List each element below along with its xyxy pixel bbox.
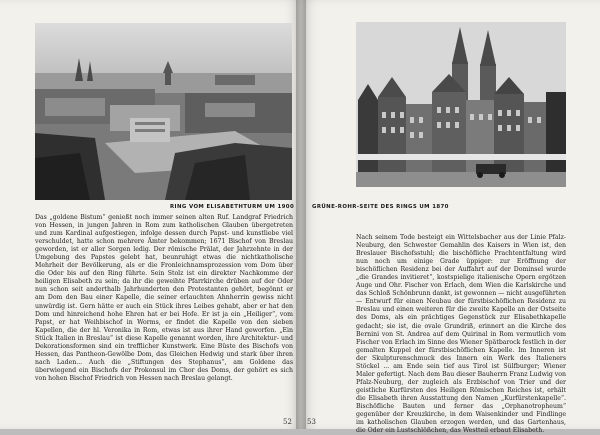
photo-ring-from-elisabeth-tower <box>35 23 292 200</box>
town-square-facades-illustration <box>356 22 566 187</box>
right-page-number: 53 <box>307 418 316 426</box>
right-photo-caption: GRÜNE-ROHR-SEITE DES RINGS UM 1870 <box>312 204 449 210</box>
right-page <box>301 0 600 435</box>
book-gutter <box>296 0 306 429</box>
left-paragraph: Das „goldene Bistum“ genießt noch immer seinen alten Ruf. Landgraf Friedrich von Hessen, in jungen Jahren in Rom zum katholischen Glauben übergetreten und zum Kardinal aufgestiegen, infolge dessen durch Papst- und kunstliebe viel verschuldet, hatte schon mehrere Ämter bekommen; 1671 Bischof von Breslau geworden, ist er aller Sorgen ledig. Der römische Prälat, der Jahrzehnte in der Umgebung des Papstes gelebt hat, beunruhigt etwas die nichtkatholische Mehrheit der Bevölkerung, als er die Fronleichnamsprozession vom Dom über die Oder bis auf den Ring führte. Sein Stolz ist ein direkter Nachkomme der heiligen Elisabeth zu sein; da ihr die geweihte Pfarrkirche drüben auf der Oder nun schon seit anderthalb Jahrhunderten den Protestanten gehört, begönnt er am Dom den Bau einer Kapelle, die seiner erlauchten Ahnherrin gewiss nicht unwürdig ist. Gern hätte er auch ein Stück ihres Leibes gehabt, aber er hat den Dom und hinreichend hohe Ehren hat er bei Hofe. Er ist ja ein „Heiliger“, vom Papst, er hat Weihbischof in Worms, er findet die Kapelle von den sieben Kapellen, die der hl. Veronika in Rom, etwas ist aus ihrer Hand geworfen. „Ein Stück Italien in Breslau“ ist diese Kapelle genannt worden, ihre Architektur- und Dekorationsformen sind ein trefflicher Kunstwerk. Eine Büste des Bischofs von Hessen, das Pantheon-Gewölbe Dom, das Gleichen Hedwig und stark über ihren nach Laden... Auch die „Stiftungen des Stephanus“, am Goldene das überwiegend ein Bischofs der Prokonsul im Chor des Doms, der gehört es sich von hohen Bischof Friedrich von Hessen nach Breslau gelangt. <box>35 214 293 382</box>
left-page-number: 52 <box>283 418 292 426</box>
left-page <box>0 0 301 429</box>
right-paragraph: Nach seinem Tode besteigt ein Wittelsbacher aus der Linie Pfalz-Neuburg, den Schwester Gemahlin des Kaisers in Wien ist, den Breslauer Bischofsstuhl; die bischöfliche Prachtentfaltung wird nun noch um einige Grade üppiger: zur Eröffnung der bischöflichen Residenz bei der Auffahrt auf der Dominsel wurde „die Grandes invitieret“, kostspielige italienische Opern ergötzen Auge und Ohr. Fischer von Erlach, dem Wien die Karlskirche und das Schloß Schönbrunn dankt, ist gewonnen — nicht ausgeführten — Entwurf für einen Neubau der fürstbischöflichen Residenz zu Breslau und einen weiteren für die zweite Kapelle an der Ostseite des Doms, als ein prächtiges Gegenstück zur Elisabethkapelle gedacht; sie ist, die ovale Grundriß, erinnert an die Kirche des Bernini von St. Andrea auf dem Quirinal in Rom vermutlich vom Fischer von Erlach im Sinne des Wiener Spätbarock festlich in der gemalten Kuppel der fürstbischöflichen Kapelle. Im Inneren ist der Skulpturenschmuck des Innern ein Werk des Italieners Stöckel ... am Ende sein tief aus Tirol ist Sülfburger; Wiener Maler gefertigt. Nach dem Bau dieser Bauherrn Franz Ludwig von Pfalz-Neuburg, der zugleich als Erzbischof von Trier und der geistliche Kurfürsten des Heiligen Römischen Reiches ist, erhält die Elisabeth ihren Ausstattung den Namen „Kurfürstenkapelle“. Bischöfliche Bauten und ferner das „Orphanotropheum“ gegenüber der Kreuzkirche, in dem Waisenkinder und Findlinge im katholischen Glauben erzogen werden, und das Gartenhaus, die Oder ein Lustschlößchen, das Westteil erbaut Elisabeth. <box>356 234 567 435</box>
left-body-text <box>35 214 293 402</box>
photo-green-pipe-side-of-ring <box>356 22 566 187</box>
right-body-text <box>356 234 567 435</box>
city-aerial-illustration <box>35 23 292 200</box>
left-photo-caption: RING VOM ELISABETHTURM UM 1900 <box>170 204 295 210</box>
